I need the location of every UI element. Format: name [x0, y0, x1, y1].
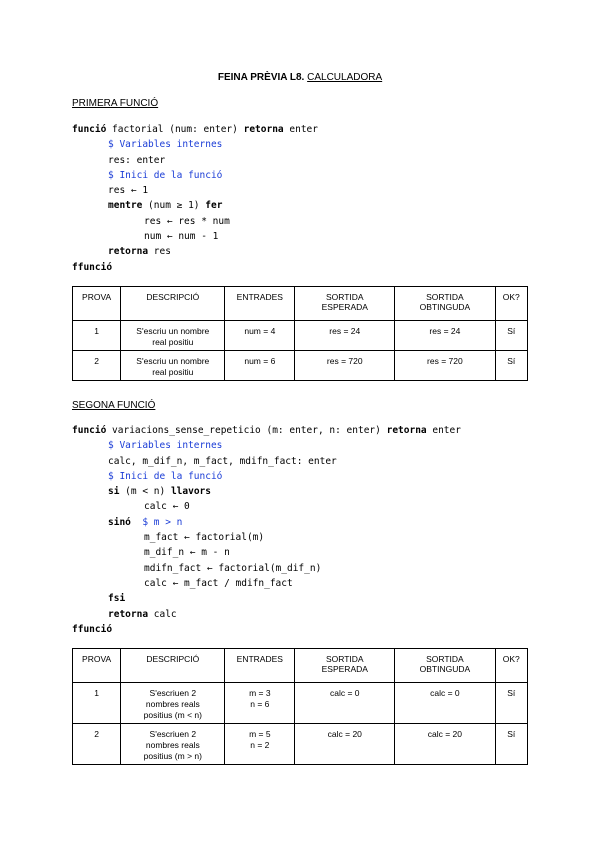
pseudocode-block-1	[72, 122, 318, 275]
code-line	[72, 515, 461, 530]
test-table-1	[72, 286, 528, 381]
table-header-row	[73, 649, 528, 683]
code-text: m_fact ← factorial(m)	[144, 532, 265, 544]
title-underlined: CALCULADORA	[307, 72, 383, 83]
code-line	[72, 137, 318, 152]
code-text: m_dif_n ← m - n	[144, 547, 230, 559]
code-line	[72, 499, 461, 514]
code-text: factorial (num: enter)	[106, 124, 244, 135]
column-header: OK?	[495, 649, 528, 683]
code-line	[72, 260, 318, 275]
column-header: DESCRIPCIÓ	[121, 287, 225, 321]
table-cell: 2	[73, 724, 121, 765]
code-keyword: retorna	[243, 124, 284, 135]
code-keyword: mentre	[108, 200, 143, 212]
table-cell: Sí	[495, 321, 528, 351]
table-cell: calc = 20	[395, 724, 495, 765]
test-table-2	[72, 648, 528, 765]
code-line	[72, 607, 461, 622]
code-line	[72, 122, 318, 137]
code-line	[72, 576, 461, 591]
code-text: enter	[426, 425, 461, 436]
table-cell: calc = 0	[395, 683, 495, 724]
pseudocode-block-2	[72, 423, 461, 637]
code-line	[72, 438, 461, 453]
table-cell: Sí	[495, 724, 528, 765]
column-header: OK?	[495, 287, 528, 321]
table-cell: S'escriu un nombre real positiu	[121, 321, 225, 351]
section-heading-1: PRIMERA FUNCIÓ	[72, 98, 159, 109]
code-keyword: retorna	[108, 246, 149, 258]
column-header: DESCRIPCIÓ	[121, 649, 225, 683]
table-cell: S'escriuen 2 nombres reals positius (m > n)	[121, 724, 225, 765]
column-header: SORTIDA ESPERADA	[295, 287, 395, 321]
code-comment: $ Variables internes	[108, 440, 223, 452]
table-cell: 1	[73, 321, 121, 351]
table-cell: res = 24	[395, 321, 495, 351]
table-header-row	[73, 287, 528, 321]
code-text: calc, m_dif_n, m_fact, mdifn_fact: enter	[108, 455, 337, 467]
table-row	[73, 351, 528, 381]
code-line	[72, 545, 461, 560]
table-row	[73, 683, 528, 724]
code-line	[72, 454, 461, 469]
code-text: res: enter	[108, 154, 166, 166]
code-text: calc	[148, 608, 177, 620]
column-header: SORTIDA OBTINGUDA	[395, 287, 495, 321]
code-line	[72, 469, 461, 484]
table-cell: 1	[73, 683, 121, 724]
table-cell: calc = 0	[295, 683, 395, 724]
table-cell: res = 720	[295, 351, 395, 381]
code-line	[72, 423, 461, 438]
table-cell: calc = 20	[295, 724, 395, 765]
code-keyword: ffunció	[72, 261, 113, 273]
code-keyword: fsi	[108, 593, 126, 605]
code-text: (m < n)	[119, 486, 171, 498]
table-row	[73, 724, 528, 765]
document-title	[0, 72, 600, 83]
code-line	[72, 214, 318, 229]
table-cell: res = 720	[395, 351, 495, 381]
code-text: calc ← 0	[144, 501, 190, 513]
code-text: mdifn_fact ← factorial(m_dif_n)	[144, 562, 322, 574]
title-bold: FEINA PRÈVIA L8.	[217, 72, 305, 83]
code-text: (num ≥ 1)	[142, 200, 206, 212]
column-header: SORTIDA ESPERADA	[295, 649, 395, 683]
code-line	[72, 153, 318, 168]
table-cell: 2	[73, 351, 121, 381]
code-keyword: retorna	[108, 608, 149, 620]
column-header: PROVA	[73, 287, 121, 321]
code-text	[131, 517, 142, 528]
table-cell: m = 3 n = 6	[225, 683, 295, 724]
code-text: calc ← m_fact / mdifn_fact	[144, 577, 293, 589]
code-comment: $ Inici de la funció	[108, 470, 223, 482]
column-header: ENTRADES	[225, 287, 295, 321]
section-heading-2: SEGONA FUNCIÓ	[72, 400, 156, 411]
table-cell: Sí	[495, 683, 528, 724]
code-comment: $ m > n	[142, 516, 183, 528]
column-header: ENTRADES	[225, 649, 295, 683]
column-header: PROVA	[73, 649, 121, 683]
table-cell: m = 5 n = 2	[225, 724, 295, 765]
code-line	[72, 591, 461, 606]
table-cell: num = 6	[225, 351, 295, 381]
code-keyword: llavors	[170, 486, 211, 498]
table-cell: S'escriuen 2 nombres reals positius (m < n)	[121, 683, 225, 724]
code-keyword: funció	[72, 124, 107, 135]
code-line	[72, 198, 318, 213]
code-keyword: retorna	[386, 425, 427, 436]
table-cell: S'escriu un nombre real positiu	[121, 351, 225, 381]
code-text: res ← res * num	[144, 215, 230, 227]
code-comment: $ Inici de la funció	[108, 169, 223, 181]
code-keyword: funció	[72, 425, 107, 436]
code-line	[72, 244, 318, 259]
code-line	[72, 561, 461, 576]
code-text: num ← num - 1	[144, 231, 219, 243]
table-row	[73, 321, 528, 351]
code-line	[72, 183, 318, 198]
code-text: res	[148, 246, 171, 258]
code-keyword: sinó	[108, 516, 131, 528]
code-keyword: si	[108, 486, 120, 498]
table-cell: num = 4	[225, 321, 295, 351]
code-text: enter	[283, 124, 318, 135]
code-line	[72, 530, 461, 545]
code-line	[72, 168, 318, 183]
code-keyword: fer	[205, 200, 223, 212]
table-cell: res = 24	[295, 321, 395, 351]
table-cell: Sí	[495, 351, 528, 381]
code-line	[72, 229, 318, 244]
code-text: variacions_sense_repeticio (m: enter, n: enter)	[106, 425, 387, 436]
code-text: res ← 1	[108, 185, 149, 197]
code-keyword: ffunció	[72, 623, 113, 635]
code-line	[72, 622, 461, 637]
code-comment: $ Variables internes	[108, 139, 223, 151]
code-line	[72, 484, 461, 499]
column-header: SORTIDA OBTINGUDA	[395, 649, 495, 683]
